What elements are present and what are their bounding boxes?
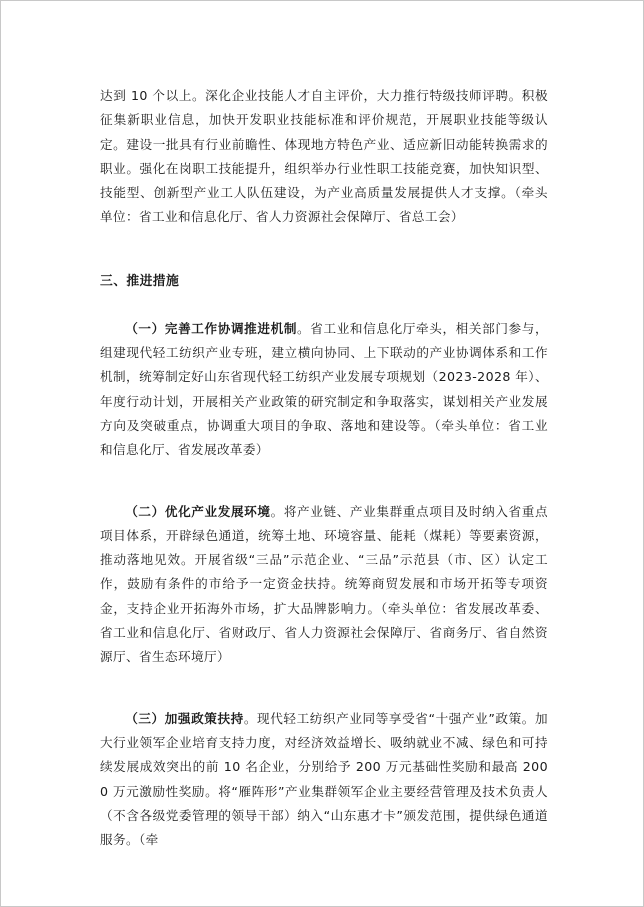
paragraph-coordination-body: 。省工业和信息化厅牵头，相关部门参与，组建现代轻工纺织产业专班，建立横向协同、上下联动的产业协调体系和工作机制，统筹制定好山东省现代轻工纺织产业发展专项规划（2023-2028 年）、年度行动计划，开展相关产业政策的研究制定和争取落实，谋划相关产业发展方向及突破重点，协调重大项目的争取、落地和建设等。（牵头单位：省工业和信息化厅、省发展改革委） <box>100 320 548 458</box>
paragraph-policy-support <box>100 707 548 853</box>
subheading-environment: （二）优化产业发展环境 <box>125 503 271 519</box>
paragraph-talent-development: 达到 10 个以上。深化企业技能人才自主评价，大力推行特级技师评聘。积极征集新职业信息，加快开发职业技能标准和评价规范，开展职业技能等级认定。建设一批具有行业前瞻性、体现地方特色产业、适应新旧动能转换需求的职业。强化在岗职工技能提升，组织举办行业性职工技能竞赛，加快知识型、技能型、创新型产业工人队伍建设，为产业高质量发展提供人才支撑。（牵头单位：省工业和信息化厅、省人力资源社会保障厅、省总工会） <box>100 88 548 225</box>
paragraph-environment <box>100 500 548 670</box>
paragraph-policy-body: 。现代轻工纺织产业同等享受省“十强产业”政策。加大行业领军企业培育支持力度，对经济效益增长、吸纳就业不减、绿色和可持续发展成效突出的前 10 名企业，分别给予 200 万元基础性奖励和最高 2000 万元激励性奖励。将“雁阵形”产业集群领军企业主要经营管理及技术负责人（不含各级党委管理的领导干部）纳入“山东惠才卡”颁发范围，提供绿色通道服务。（牵 <box>100 710 548 848</box>
paragraph-environment-body: 。将产业链、产业集群重点项目及时纳入省重点项目体系，开辟绿色通道，统筹土地、环境容量、能耗（煤耗）等要素资源，推动落地见效。开展省级“三品”示范企业、“三品”示范县（市、区）认定工作，鼓励有条件的市给予一定资金扶持。统筹商贸发展和市场开拓等专项资金，支持企业开拓海外市场，扩大品牌影响力。（牵头单位：省发展改革委、省工业和信息化厅、省财政厅、省人力资源社会保障厅、省商务厅、省自然资源厅、省生态环境厅） <box>100 503 548 665</box>
subheading-policy: （三）加强政策扶持 <box>125 710 244 726</box>
page-content <box>100 84 548 852</box>
paragraph-coordination-mechanism <box>100 317 548 463</box>
subheading-coordination: （一）完善工作协调推进机制 <box>125 320 298 336</box>
section-heading-measures: 三、推进措施 <box>100 273 180 289</box>
